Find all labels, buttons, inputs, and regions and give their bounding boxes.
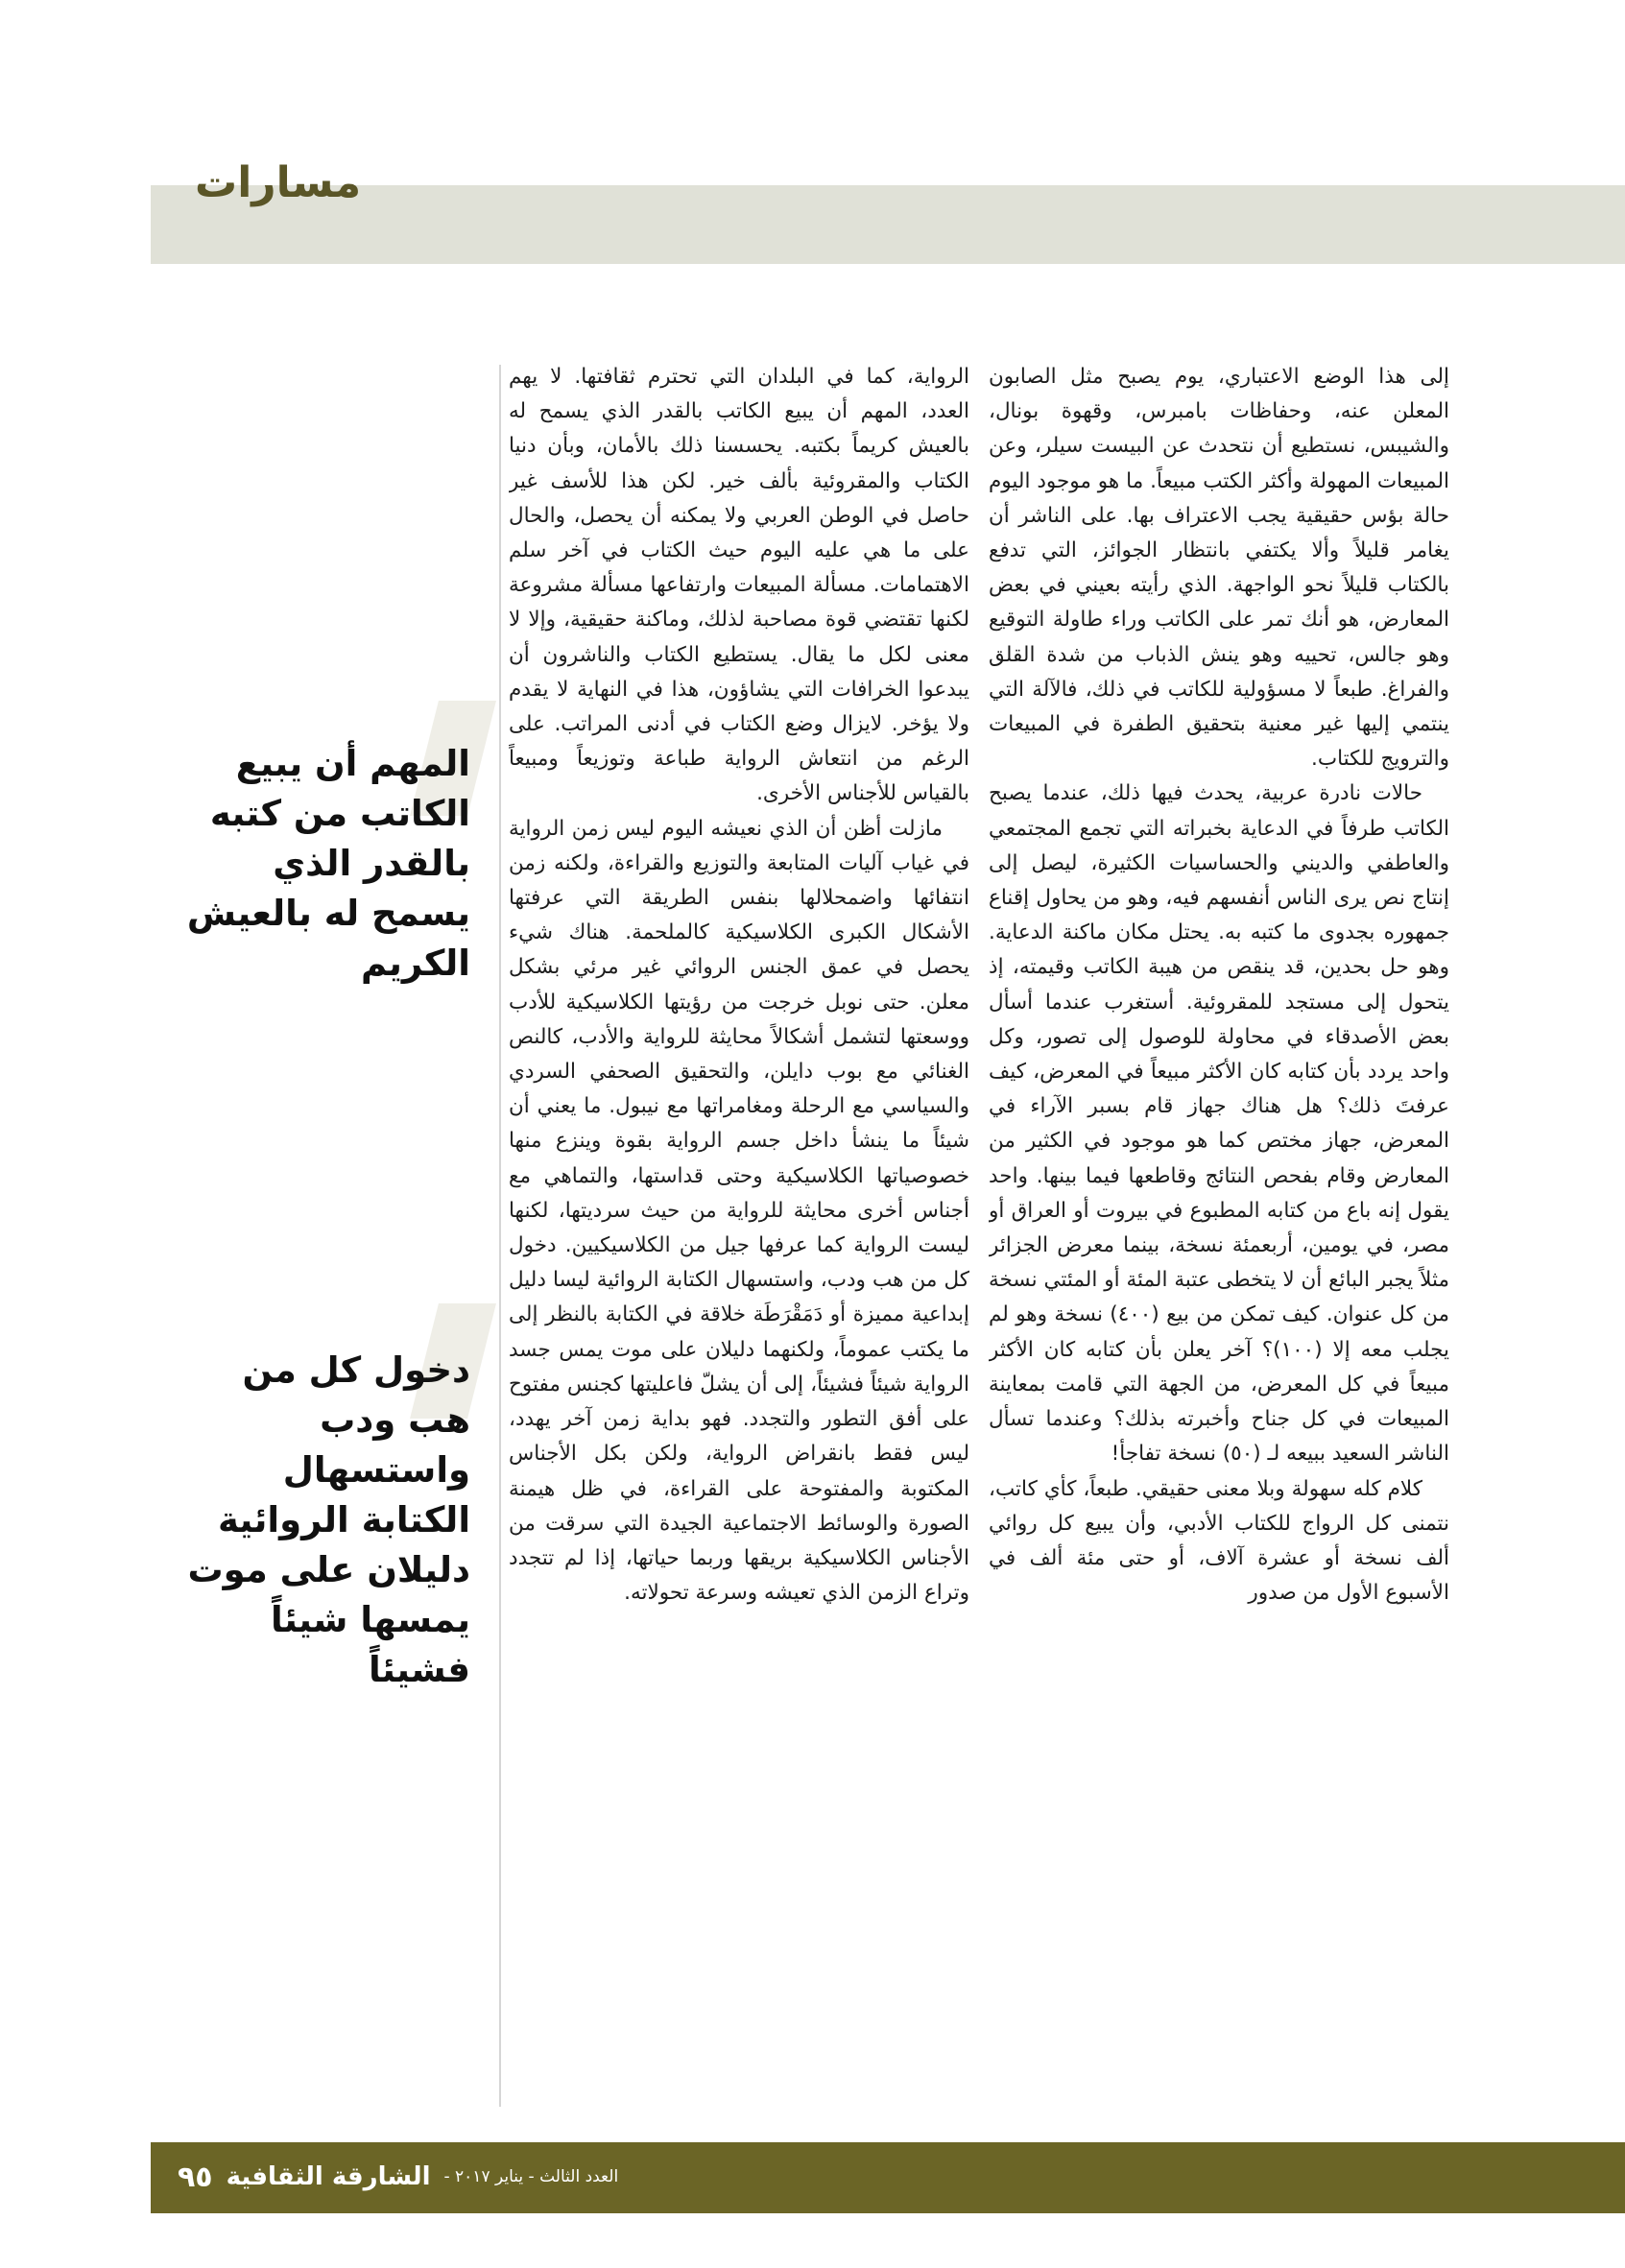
section-header-band (151, 185, 1625, 264)
magazine-logo: الشارقة الثقافية (226, 2162, 431, 2191)
article-column-middle (509, 360, 969, 2116)
paragraph: إلى هذا الوضع الاعتباري، يوم يصبح مثل الصابون المعلن عنه، وحفاظات بامبرس، وقهوة بونال، والشيبس، نستطيع أن نتحدث عن البيست سيلر، وعن المبيعات المهولة وأكثر الكتب مبيعاً. ما هو موجود اليوم حالة بؤس حقيقية يجب الاعتراف بها. على الناشر أن يغامر قليلاً وألا يكتفي بانتظار الجوائز، التي تدفع بالكتاب قليلاً نحو الواجهة. الذي رأيته بعيني في بعض المعارض، هو أنك تمر على الكاتب وراء طاولة التوقيع وهو جالس، تحييه وهو ينش الذباب من شدة القلق والفراغ. طبعاً لا مسؤولية للكاتب في ذلك، فالآلة التي ينتمي إليها غير معنية بتحقيق الطفرة في المبيعات والترويج للكتاب. (989, 365, 1449, 772)
page-footer (178, 2158, 618, 2196)
paragraph: حالات نادرة عربية، يحدث فيها ذلك، عندما يصبح الكاتب طرفاً في الدعاية بخبراته التي تجمع المجتمعي والعاطفي والديني والحساسيات الكثيرة، ليصل إلى إنتاج نص يرى الناس أنفسهم فيه، وهو من يحاول إقناع جمهوره بجدوى ما كتبه به. يحتل مكان ماكنة الدعاية. وهو حل بحدين، قد ينقص من هيبة الكاتب وقيمته، إذ يتحول إلى مستجد للمقروئية. أستغرب عندما أسأل بعض الأصدقاء في محاولة للوصول إلى تصور، وكل واحد يردد بأن كتابه كان الأكثر مبيعاً في المعرض، كيف عرفتَ ذلك؟ هل هناك جهاز قام بسبر الآراء في المعرض، جهاز مختص كما هو موجود في الكثير من المعارض وقام بفحص النتائج وقاطعها فيما بينها. واحد يقول إنه باع من كتابه المطبوع في بيروت أو العراق أو مصر، في يومين، أربعمئة نسخة، بينما معرض الجزائر مثلاً يجبر البائع أن لا يتخطى عتبة المئة أو المئتي نسخة من كل عنوان. كيف تمكن من بيع (٤٠٠) نسخة وهو لم يجلب معه إلا (١٠٠)؟ آخر يعلن بأن كتابه كان الأكثر مبيعاً في كل المعرض، من الجهة التي قامت بمعاينة المبيعات في كل جناح وأخبرته بذلك؟ وعندما تسأل الناشر السعيد ببيعه لـ (٥٠) نسخة تفاجأ! (989, 781, 1449, 1467)
pull-quote: المهم أن يبيع الكاتب من كتبه بالقدر الذي يسمح له بالعيش الكريم (186, 743, 470, 984)
pull-quote: دخول كل من هب ودب واستسهال الكتابة الروائية دليلان على موت يمسها شيئاً فشيئاً (187, 1349, 470, 1690)
section-title: مسارات (195, 158, 362, 207)
paragraph: كلام كله سهولة وبلا معنى حقيقي. طبعاً، كأي كاتب، نتمنى كل الرواج للكتاب الأدبي، وأن يبيع كل روائي ألف نسخة أو عشرة آلاف، أو حتى مئة ألف في الأسبوع الأول من صدور (989, 1476, 1449, 1606)
issue-info: العدد الثالث - يناير ٢٠١٧ - (443, 2167, 619, 2186)
paragraph: مازلت أظن أن الذي نعيشه اليوم ليس زمن الرواية في غياب آليات المتابعة والتوزيع والقراءة، ولكنه زمن انتفائها واضمحلالها بنفس الطريقة التي عرفتها الأشكال الكبرى الكلاسيكية كالملحمة. هناك شيء يحصل في عمق الجنس الروائي غير مرئي بشكل معلن. حتى نوبل خرجت من رؤيتها الكلاسيكية للأدب ووسعتها لتشمل أشكالاً محايثة للرواية والأدب، كالنص الغنائي مع بوب دايلن، والتحقيق الصحفي السردي والسياسي مع الرحلة ومغامراتها مع نيبول. ما يعني أن شيئاً ما ينشأ داخل جسم الرواية بقوة وينزع منها خصوصياتها الكلاسيكية وحتى قداستها، والتماهي مع أجناس أخرى محايثة للرواية من حيث سرديتها، لكنها ليست الرواية كما عرفها جيل من الكلاسيكيين. دخول كل من هب ودب، واستسهال الكتابة الروائية ليسا دليل إبداعية مميزة أو دَمَقْرَطَة خلاقة في الكتابة بالنظر إلى ما يكتب عموماً، ولكنهما دليلان على موت يمس جسد الرواية شيئاً فشيئاً، إلى أن يشلّ فاعليتها كجنس مفتوح على أفق التطور والتجدد. فهو بداية زمن آخر يهدد، ليس فقط بانقراض الرواية، ولكن بكل الأجناس المكتوبة والمفتوحة على القراءة، في ظل هيمنة الصورة والوسائط الاجتماعية الجيدة التي سرقت من الأجناس الكلاسيكية بريقها وربما حياتها، إذا لم تتجدد وتراع الزمن الذي تعيشه وسرعة تحولاته. (509, 816, 969, 1606)
column-divider (499, 365, 501, 2107)
paragraph: الرواية، كما في البلدان التي تحترم ثقافتها. لا يهم العدد، المهم أن يبيع الكاتب بالقدر الذي يسمح له بالعيش كريماً بكتبه. يحسسنا ذلك بالأمان، وبأن دنيا الكتاب والمقروئية بألف خير. لكن هذا للأسف غير حاصل في الوطن العربي ولا يمكنه أن يحصل، والحال على ما هي عليه اليوم حيث الكتاب في آخر سلم الاهتمامات. مسألة المبيعات وارتفاعها مسألة مشروعة لكنها تقتضي قوة مصاحبة لذلك، وماكنة حقيقية، وإلا لا معنى لكل ما يقال. يستطيع الكتاب والناشرون أن يبدعوا الخرافات التي يشاؤون، هذا في النهاية لا يقدم ولا يؤخر. لايزال وضع الكتاب في أدنى المراتب. على الرغم من انتعاش الرواية طباعة وتوزيعاً ومبيعاً بالقياس للأجناس الأخرى. (509, 365, 969, 806)
page-number: ٩٥ (178, 2160, 213, 2194)
article-column-right (989, 360, 1449, 2116)
